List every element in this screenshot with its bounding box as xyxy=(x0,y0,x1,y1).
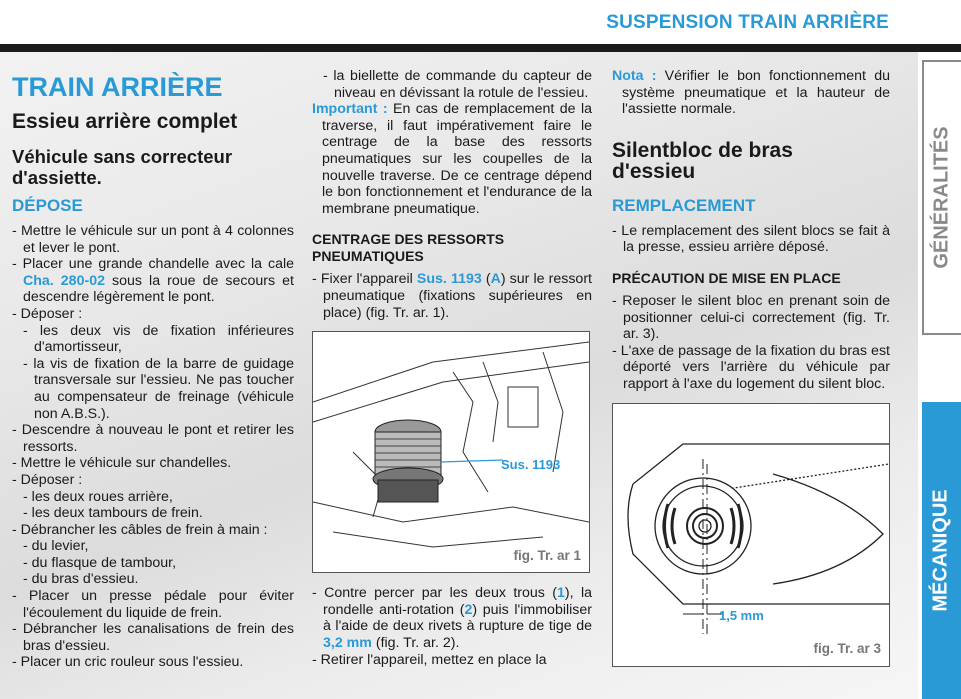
list-item: - Placer un cric rouleur sous l'essieu. xyxy=(12,654,244,671)
list-item xyxy=(312,271,592,321)
important-note xyxy=(312,101,592,217)
text: ), la rondelle anti-rotation ( xyxy=(323,585,592,618)
nota-note xyxy=(612,68,890,118)
list-item: - Placer un presse pédale pour éviter l'écoulement du liquide de frein. xyxy=(12,588,294,621)
list-item: - Le remplacement des silent blocs se fait à la presse, essieu arrière déposé. xyxy=(612,222,890,256)
header-bar xyxy=(0,44,961,52)
list-item: - Débrancher les câbles de frein à main : xyxy=(12,521,268,538)
tool-ref: Cha. 280-02 xyxy=(23,272,105,289)
remplacement-heading: REMPLACEMENT xyxy=(612,195,756,215)
column-3 xyxy=(612,68,890,667)
tab-generalites[interactable] xyxy=(922,60,961,335)
list-item xyxy=(312,585,592,651)
air-spring-drawing xyxy=(313,332,589,572)
callout-letter: A xyxy=(490,271,501,288)
subtitle: Essieu arrière complet xyxy=(12,110,238,133)
sub-item: - les deux tambours de frein. xyxy=(23,505,203,522)
depose-heading: DÉPOSE xyxy=(12,196,83,215)
sub-item: - du levier, xyxy=(23,538,89,555)
list-item: - Mettre le véhicule sur un pont à 4 colonnes et lever le pont. xyxy=(12,223,294,256)
list-item: - Débrancher les canalisations de frein des bras d'essieu. xyxy=(12,621,294,654)
text: sous la roue de secours et descendre légèrement le pont. xyxy=(23,272,294,306)
text: ( xyxy=(481,271,491,288)
list-item: - Mettre le véhicule sur chandelles. xyxy=(12,455,232,472)
list-item: - Reposer le silent bloc en prenant soin de positionner celui-ci correctement (fig. Tr. ar. 3). xyxy=(612,292,890,343)
list-item: - Descendre à nouveau le pont et retirer les ressorts. xyxy=(12,422,294,455)
figure-tr-ar-3 xyxy=(612,403,890,667)
tool-ref: Sus. 1193 xyxy=(416,271,482,288)
fig1-label: Sus. 1193 xyxy=(501,457,561,473)
centrage-heading: CENTRAGE DES RESSORTS PNEUMATIQUES xyxy=(312,231,505,265)
callout-number: 2 xyxy=(464,601,473,618)
text: ) puis l'immobiliser à l'aide de deux rivets à rupture de tige de xyxy=(323,601,593,635)
silentbloc-title: Silentbloc de bras d'essieu xyxy=(612,138,793,183)
list-item: - L'axe de passage de la fixation du bras est déporté vers l'arrière du véhicule par rapport à l'axe du logement du silent bloc. xyxy=(612,342,890,392)
text: - Fixer l'appareil xyxy=(312,271,417,288)
page-header-title: SUSPENSION TRAIN ARRIÈRE xyxy=(606,12,889,33)
figure-caption: fig. Tr. ar 1 xyxy=(513,547,581,563)
text: En cas de remplacement de la traverse, il faut impérativement faire le centrage de la base des ressorts pneumatiques sur les coupelles de la nouvelle traverse. De ce centrage dépend le bon fonctionnement et l'endurance de la membrane pneumatique. xyxy=(322,101,592,217)
text: (fig. Tr. ar. 2). xyxy=(371,634,460,651)
sub-item: - les deux vis de fixation inférieures d'amortisseur, xyxy=(23,322,294,356)
tab-label: GÉNÉRALITÉS xyxy=(931,126,953,269)
section-title: TRAIN ARRIÈRE xyxy=(12,72,223,102)
silentbloc-drawing xyxy=(613,404,889,666)
column-1 xyxy=(12,68,294,671)
text: Vérifier le bon fonctionnement du système pneumatique et la hauteur de l'assiette normale. xyxy=(622,68,890,118)
list-item: - Déposer : xyxy=(12,305,83,322)
subsubtitle: Véhicule sans correcteur d'assiette. xyxy=(12,146,233,188)
fig3-dimension: 1,5 mm xyxy=(719,607,764,623)
tab-label: MÉCANIQUE xyxy=(930,489,953,612)
column-2 xyxy=(312,68,592,668)
tab-mecanique[interactable] xyxy=(922,402,961,699)
list-item: - la biellette de commande du capteur de niveau en dévissant la rotule de l'essieu. xyxy=(323,68,592,101)
text: - Placer une grande chandelle avec la cale xyxy=(12,256,294,273)
nota-label: Nota : xyxy=(612,68,657,84)
air-spring xyxy=(373,420,443,502)
sub-item: - la vis de fixation de la barre de guidage transversale sur l'essieu. Ne pas toucher au compensateur de freinage (véhicule non A.B.S.). xyxy=(23,355,294,422)
sub-item: - du flasque de tambour, xyxy=(23,554,177,571)
list-item: - Retirer l'appareil, mettez en place la xyxy=(312,651,547,668)
figure-caption: fig. Tr. ar 3 xyxy=(813,640,881,656)
figure-tr-ar-1 xyxy=(312,331,590,573)
list-item: - Déposer : xyxy=(12,471,83,488)
callout-number: 1 xyxy=(557,585,565,602)
sub-item: - du bras d'essieu. xyxy=(23,571,139,588)
text: ) sur le ressort pneumatique (fixations supérieures en place) (fig. Tr. ar. 1). xyxy=(323,271,592,321)
text: - Contre percer par les deux trous ( xyxy=(312,585,557,602)
important-label: Important : xyxy=(312,101,388,118)
dimension: 3,2 mm xyxy=(323,634,372,651)
list-item xyxy=(12,256,294,306)
precaution-heading: PRÉCAUTION DE MISE EN PLACE xyxy=(612,269,841,286)
sub-item: - les deux roues arrière, xyxy=(23,488,173,505)
